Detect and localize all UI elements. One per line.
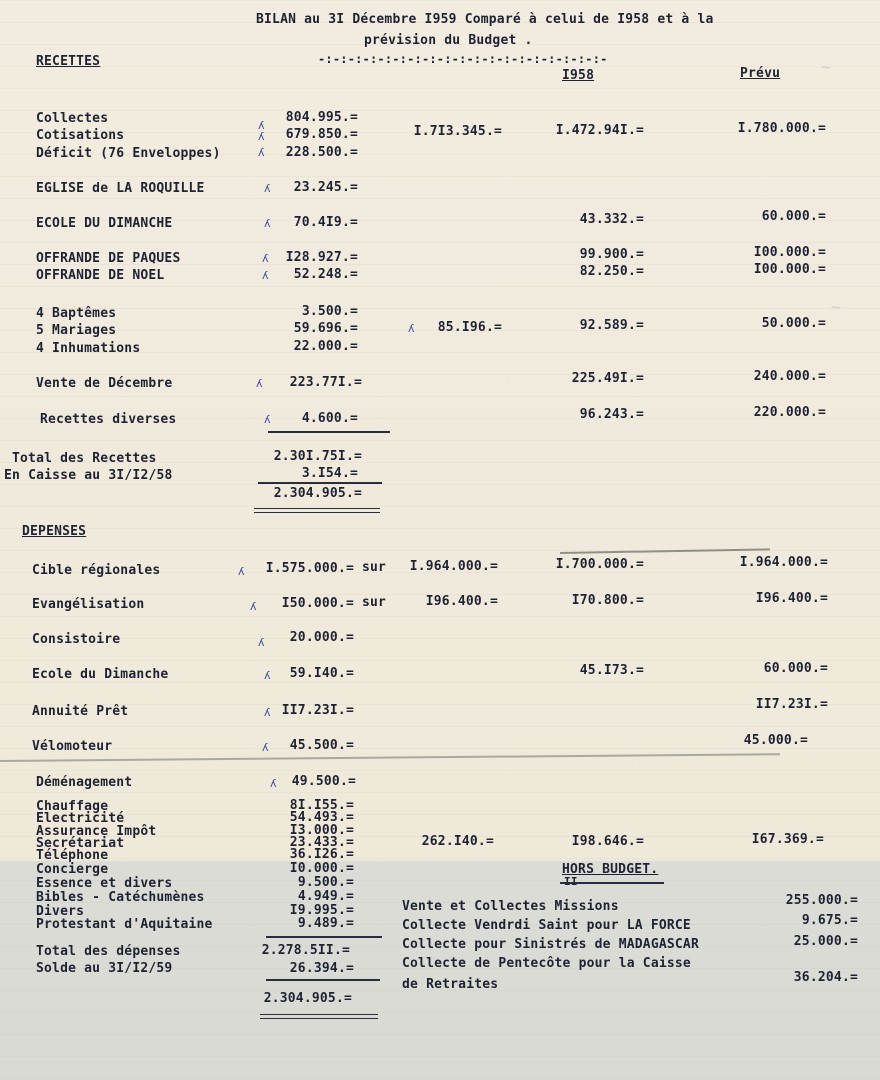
recette-amount: 223.77I.= (289, 375, 362, 390)
hors-budget-label: Collecte de Pentecôte pour la Caisse (402, 956, 691, 971)
title-separator: -:-:-:-:-:-:-:-:-:-:-:-:-:-:-:-:-:-:-:- (318, 52, 608, 66)
total-rule (258, 482, 382, 484)
recette-label: ECOLE DU DIMANCHE (36, 216, 173, 231)
pencil-stroke (0, 753, 780, 762)
recette-amount: 52.248.= (293, 267, 358, 282)
recettes-heading: RECETTES (36, 54, 101, 69)
check-mark-icon: ʎ (262, 252, 269, 265)
check-mark-icon: ʎ (264, 217, 271, 230)
depense-amount: 49.500.= (291, 774, 356, 789)
recette-label: Vente de Décembre (36, 376, 173, 391)
check-mark-icon: ʎ (238, 565, 245, 578)
document-title-line2: prévision du Budget . (364, 33, 533, 48)
depense-sur: sur (362, 560, 387, 575)
document-title-line1: BILAN au 3I Décembre I959 Comparé à celui de I958 et à la (256, 12, 714, 27)
depense-prevu-value: I96.400.= (755, 591, 828, 606)
misc-depense-label: Electricité (36, 811, 125, 826)
misc-group-total: 262.I40.= (421, 834, 494, 849)
depense-prevu-value: 45.000.= (743, 733, 808, 748)
misc-prevu-value: I67.369.= (751, 832, 824, 847)
recette-label: OFFRANDE DE PAQUES (36, 251, 181, 266)
depenses-double-rule-top (260, 1014, 378, 1015)
depense-prevu-value: I.964.000.= (739, 555, 828, 570)
depense-amount: II7.23I.= (281, 703, 354, 718)
recette-amount: 22.000.= (293, 339, 358, 354)
recette-label: EGLISE de LA ROQUILLE (36, 181, 205, 196)
total-recettes-label: Total des Recettes (12, 451, 157, 466)
total-depenses-value: 2.278.5II.= (261, 943, 350, 958)
depenses-heading: DEPENSES (22, 524, 87, 539)
check-mark-icon: ʎ (250, 600, 257, 613)
misc-depense-label: Assurance Impôt (36, 824, 157, 839)
check-mark-icon: ʎ (270, 777, 277, 790)
hors-budget-amount: 36.204.= (793, 970, 858, 985)
depense-amount: 20.000.= (289, 630, 354, 645)
depense-sur: sur (362, 595, 387, 610)
misc-depense-label: Secrétariat (36, 836, 125, 851)
recette-amount: 228.500.= (285, 145, 358, 160)
recette-label: 5 Mariages (36, 323, 117, 338)
recette-1958-value: I.472.94I.= (555, 123, 644, 138)
check-mark-icon: ʎ (264, 669, 271, 682)
misc-depense-amount: 9.500.= (297, 875, 354, 890)
recette-group-total: 85.I96.= (437, 320, 502, 335)
recette-amount: 804.995.= (285, 110, 358, 125)
double-rule-top (254, 508, 380, 509)
check-mark-icon: ʎ (258, 119, 265, 132)
depense-prevu-value: 60.000.= (763, 661, 828, 676)
recette-label: 4 Inhumations (36, 341, 141, 356)
recette-1958-value: 225.49I.= (571, 371, 644, 386)
recette-prevu-value: 50.000.= (761, 316, 826, 331)
depense-amount: 45.500.= (289, 738, 354, 753)
pencil-stroke (560, 548, 770, 554)
recette-label: Déficit (76 Enveloppes) (36, 146, 221, 161)
depense-label: Déménagement (36, 775, 133, 790)
hors-budget-label: de Retraites (402, 977, 499, 992)
misc-depense-amount: 36.I26.= (289, 847, 354, 862)
check-mark-icon: ʎ (264, 413, 271, 426)
depense-label: Annuité Prêt (32, 704, 129, 719)
depense-group-total: I.964.000.= (409, 559, 498, 574)
depenses-total-rule (266, 979, 380, 981)
check-mark-icon: ʎ (262, 269, 269, 282)
recette-amount: 679.850.= (285, 127, 358, 142)
misc-depense-label: Concierge (36, 862, 109, 877)
depense-label: Ecole du Dimanche (32, 667, 169, 682)
depense-label: Consistoire (32, 632, 121, 647)
depenses-double-rule-bottom (260, 1018, 378, 1019)
bleed-through-mark: ~ (830, 300, 842, 316)
recette-label: Cotisations (36, 128, 125, 143)
depenses-grand-total: 2.304.905.= (263, 991, 352, 1006)
misc-depense-label: Protestant d'Aquitaine (36, 917, 213, 932)
misc-depense-amount: I3.000.= (289, 823, 354, 838)
recette-1958-value: 99.900.= (579, 247, 644, 262)
column-header-1958: I958 (562, 68, 595, 83)
hors-budget-amount: 255.000.= (785, 893, 858, 908)
double-rule-bottom (254, 512, 380, 513)
depense-group-total: I96.400.= (425, 594, 498, 609)
recette-prevu-value: I00.000.= (753, 245, 826, 260)
caisse-1958-label: En Caisse au 3I/I2/58 (4, 468, 173, 483)
recette-amount: 3.500.= (301, 304, 358, 319)
misc-depense-amount: I9.995.= (289, 903, 354, 918)
recettes-grand-total: 2.304.905.= (273, 486, 362, 501)
misc-depense-label: Téléphone (36, 848, 109, 863)
misc-1958-value: I98.646.= (571, 834, 644, 849)
hors-budget-label: Vente et Collectes Missions (402, 899, 619, 914)
caisse-1958-value: 3.I54.= (301, 466, 358, 481)
misc-depense-label: Divers (36, 904, 85, 919)
check-mark-icon: ʎ (258, 636, 265, 649)
recette-1958-value: 96.243.= (579, 407, 644, 422)
recette-prevu-value: 220.000.= (753, 405, 826, 420)
check-mark-icon: ʎ (262, 741, 269, 754)
recette-label: Collectes (36, 111, 109, 126)
recette-amount: I28.927.= (285, 250, 358, 265)
recette-amount: 23.245.= (293, 180, 358, 195)
check-mark-icon: ʎ (258, 146, 265, 159)
recette-prevu-value: 60.000.= (761, 209, 826, 224)
depenses-subtotal-rule (266, 936, 382, 938)
check-mark-icon: ʎ (264, 182, 271, 195)
solde-label: Solde au 3I/I2/59 (36, 961, 173, 976)
recette-amount: 4.600.= (301, 411, 358, 426)
recette-amount: 59.696.= (293, 321, 358, 336)
hors-budget-label: Collecte pour Sinistrés de MADAGASCAR (402, 937, 699, 952)
recette-1958-value: 43.332.= (579, 212, 644, 227)
subtotal-rule (268, 431, 390, 433)
misc-depense-amount: 23.433.= (289, 835, 354, 850)
hors-budget-amount: 25.000.= (793, 934, 858, 949)
depense-label: Evangélisation (32, 597, 145, 612)
hors-budget-amount: 9.675.= (801, 913, 858, 928)
recette-prevu-value: 240.000.= (753, 369, 826, 384)
misc-depense-amount: 9.489.= (297, 916, 354, 931)
misc-depense-amount: 8I.I55.= (289, 798, 354, 813)
check-mark-icon: ʎ (258, 130, 265, 143)
bleed-through-mark: ~ (820, 60, 832, 76)
depense-amount: I.575.000.= (265, 561, 354, 576)
check-mark-icon: ʎ (256, 377, 263, 390)
misc-depense-amount: 54.493.= (289, 810, 354, 825)
depense-1958-value: 45.I73.= (579, 663, 644, 678)
recette-1958-value: 82.250.= (579, 264, 644, 279)
solde-value: 26.394.= (289, 961, 354, 976)
misc-depense-amount: I0.000.= (289, 861, 354, 876)
hors-budget-heading: HORS BUDGET. (562, 862, 659, 877)
total-depenses-label: Total des dépenses (36, 944, 181, 959)
depense-label: Vélomoteur (32, 739, 113, 754)
recette-amount: 70.4I9.= (293, 215, 358, 230)
misc-depense-label: Bibles - Catéchumènes (36, 890, 205, 905)
check-mark-icon: ʎ (408, 322, 415, 335)
recette-group-total: I.7I3.345.= (413, 124, 502, 139)
depense-prevu-value: II7.23I.= (755, 697, 828, 712)
recette-prevu-value: I.780.000.= (737, 121, 826, 136)
misc-depense-label: Essence et divers (36, 876, 173, 891)
column-header-prevu: Prévu (740, 66, 781, 81)
check-mark-icon: ʎ (264, 706, 271, 719)
recette-1958-value: 92.589.= (579, 318, 644, 333)
hors-budget-label: Collecte Vendrdi Saint pour LA FORCE (402, 918, 691, 933)
depense-amount: 59.I40.= (289, 666, 354, 681)
recette-label: Recettes diverses (40, 412, 177, 427)
recette-label: 4 Baptêmes (36, 306, 117, 321)
total-recettes-value: 2.30I.75I.= (273, 449, 362, 464)
hors-budget-underline (560, 882, 664, 884)
depense-amount: I50.000.= (281, 596, 354, 611)
misc-depense-label: Chauffage (36, 799, 109, 814)
misc-depense-amount: 4.949.= (297, 889, 354, 904)
recette-prevu-value: I00.000.= (753, 262, 826, 277)
depense-label: Cible régionales (32, 563, 161, 578)
depense-1958-value: I.700.000.= (555, 557, 644, 572)
recette-label: OFFRANDE DE NOEL (36, 268, 165, 283)
depense-1958-value: I70.800.= (571, 593, 644, 608)
